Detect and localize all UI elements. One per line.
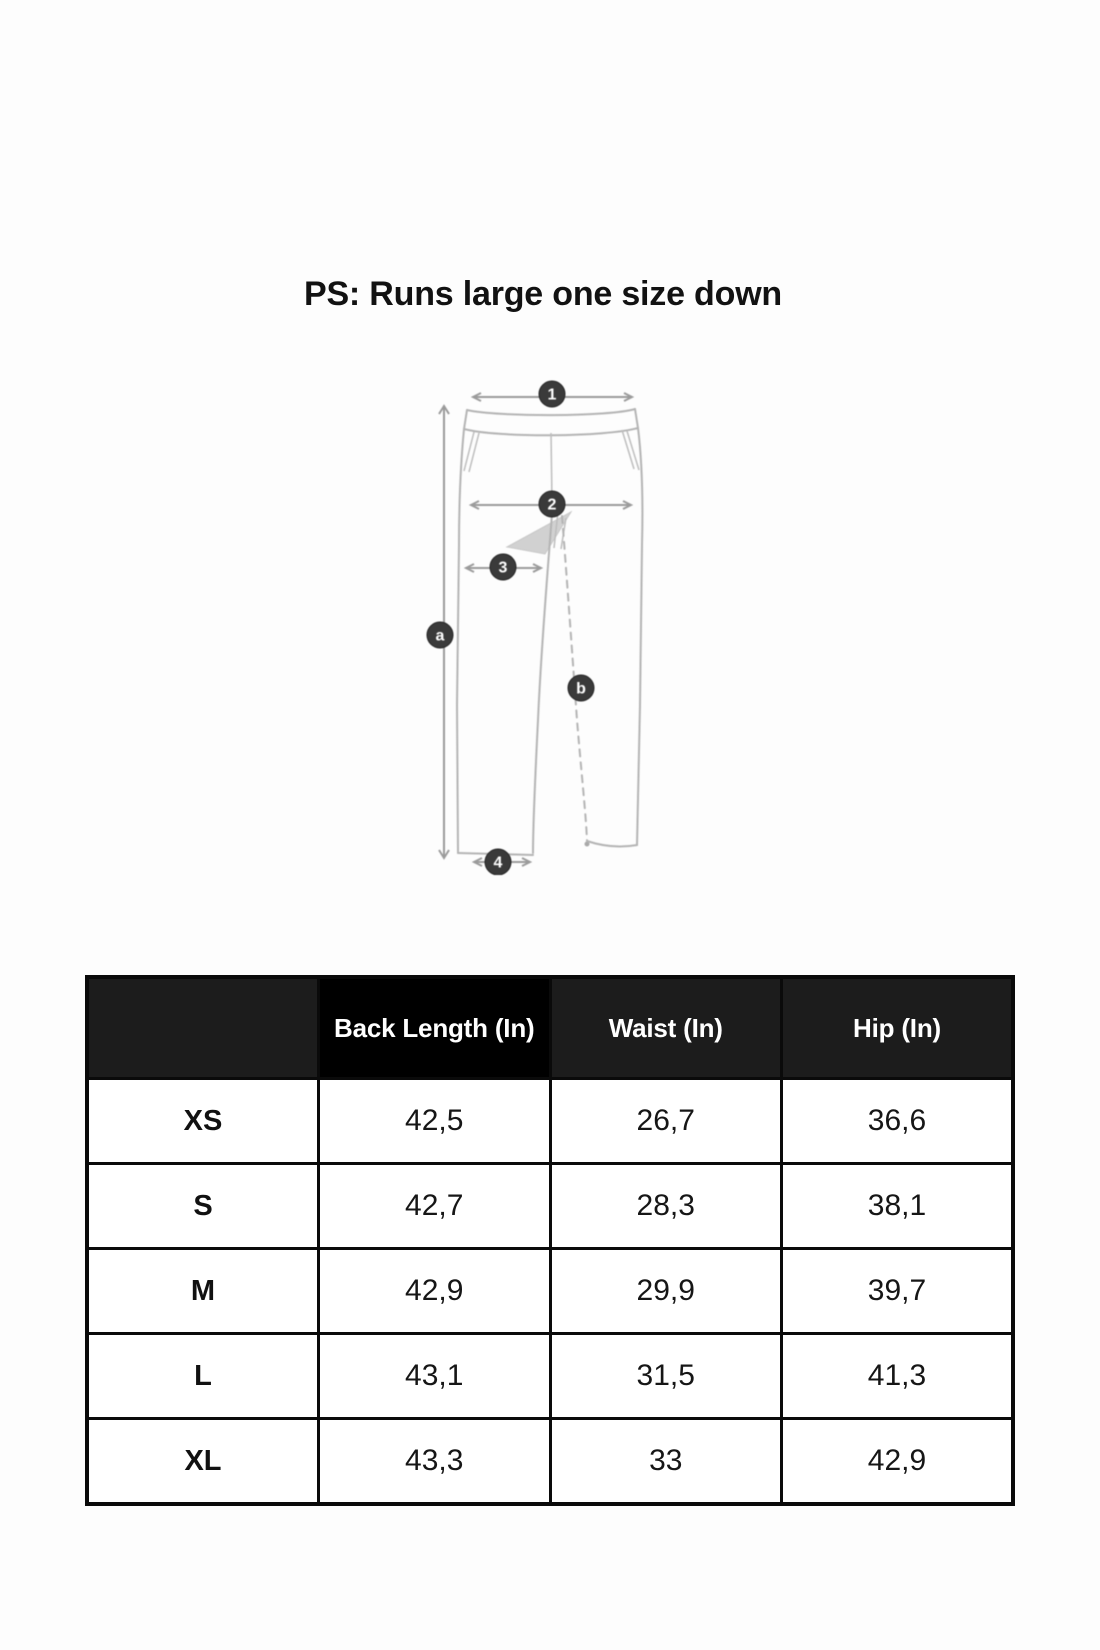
size-table-header-row bbox=[87, 977, 1013, 1079]
hip-header-cell: Hip (In) bbox=[782, 977, 1014, 1079]
back-length-header-cell: Back Length (In) bbox=[319, 977, 551, 1079]
pants-measurement-diagram bbox=[388, 355, 678, 875]
value-cell: 29,9 bbox=[550, 1249, 782, 1334]
size-row-xs bbox=[87, 1079, 1013, 1164]
size-table bbox=[85, 975, 1015, 1506]
value-cell: 26,7 bbox=[550, 1079, 782, 1164]
value-cell: 42,7 bbox=[319, 1164, 551, 1249]
value-cell: 39,7 bbox=[782, 1249, 1014, 1334]
value-cell: 42,9 bbox=[319, 1249, 551, 1334]
marker-3-badge bbox=[490, 554, 516, 580]
value-cell: 43,1 bbox=[319, 1334, 551, 1419]
waist-header-cell: Waist (In) bbox=[550, 977, 782, 1079]
marker-b-badge bbox=[568, 675, 594, 701]
svg-text:4: 4 bbox=[493, 854, 503, 872]
value-cell: 33 bbox=[550, 1419, 782, 1505]
size-cell: XS bbox=[87, 1079, 319, 1164]
size-cell: XL bbox=[87, 1419, 319, 1505]
marker-a-badge bbox=[427, 622, 453, 648]
svg-text:1: 1 bbox=[547, 386, 557, 404]
value-cell: 31,5 bbox=[550, 1334, 782, 1419]
size-row-l bbox=[87, 1334, 1013, 1419]
size-cell: L bbox=[87, 1334, 319, 1419]
size-row-s bbox=[87, 1164, 1013, 1249]
pants-right-pocket bbox=[622, 430, 639, 470]
corner-header-cell bbox=[87, 977, 319, 1079]
marker-4-badge bbox=[485, 849, 511, 875]
marker-2-badge bbox=[539, 491, 565, 517]
value-cell: 36,6 bbox=[782, 1079, 1014, 1164]
value-cell: 43,3 bbox=[319, 1419, 551, 1505]
pants-right-outer-seam bbox=[637, 428, 642, 845]
value-cell: 28,3 bbox=[550, 1164, 782, 1249]
svg-text:b: b bbox=[576, 680, 586, 698]
value-cell: 38,1 bbox=[782, 1164, 1014, 1249]
pants-right-hem bbox=[587, 841, 637, 846]
size-row-xl bbox=[87, 1419, 1013, 1505]
size-row-m bbox=[87, 1249, 1013, 1334]
value-cell: 42,5 bbox=[319, 1079, 551, 1164]
value-cell: 41,3 bbox=[782, 1334, 1014, 1419]
marker-1-badge bbox=[539, 381, 565, 407]
pants-waistband bbox=[464, 409, 638, 435]
svg-text:a: a bbox=[435, 627, 445, 645]
svg-text:2: 2 bbox=[547, 496, 557, 514]
page-title: PS: Runs large one size down bbox=[303, 274, 783, 313]
value-cell: 42,9 bbox=[782, 1419, 1014, 1505]
size-cell: S bbox=[87, 1164, 319, 1249]
svg-text:3: 3 bbox=[498, 559, 508, 577]
pants-left-outer-seam bbox=[457, 429, 464, 853]
pants-left-pocket bbox=[464, 432, 479, 472]
size-cell: M bbox=[87, 1249, 319, 1334]
